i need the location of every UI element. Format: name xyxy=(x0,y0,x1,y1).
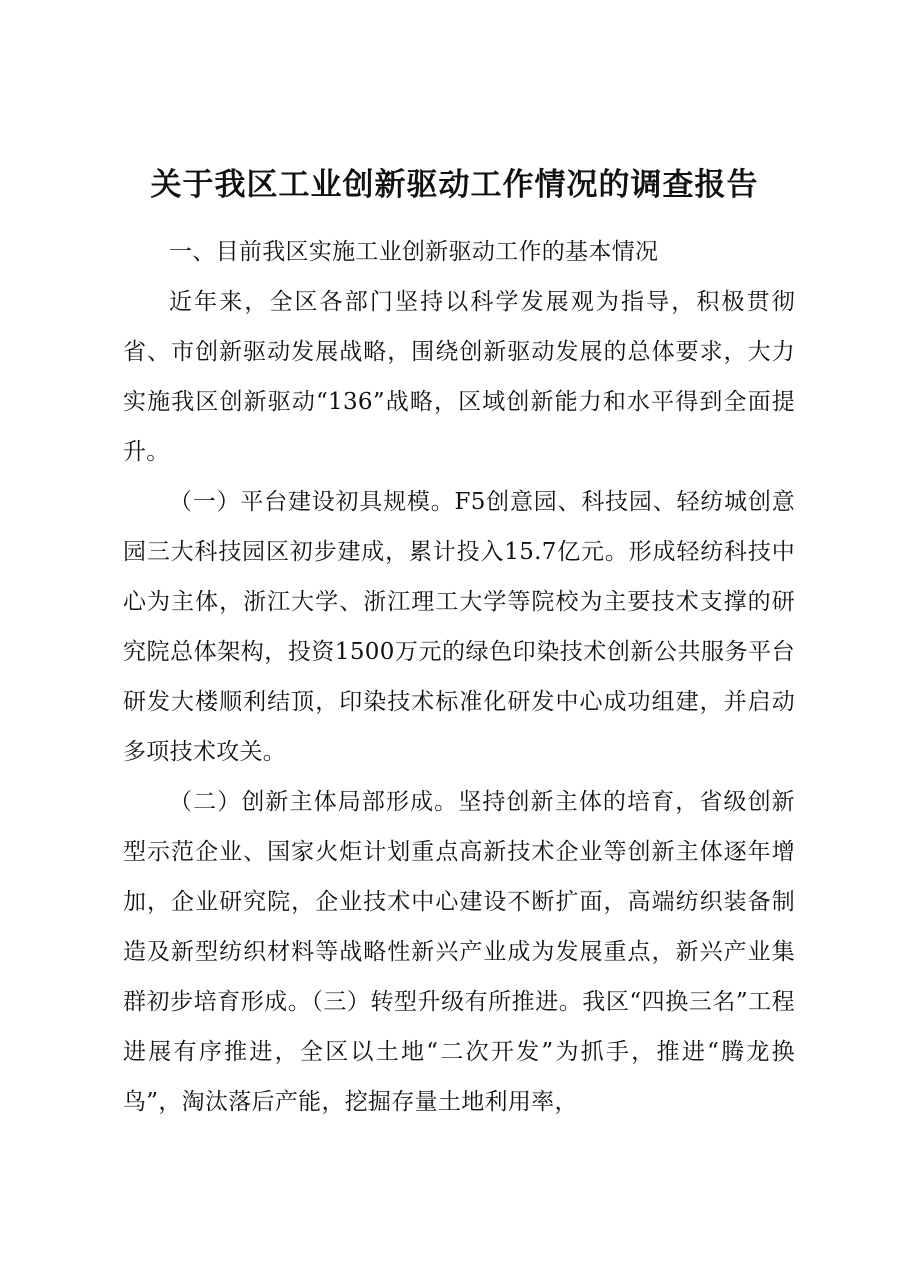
document-title: 关于我区工业创新驱动工作情况的调查报告 xyxy=(150,167,759,203)
document-body xyxy=(123,227,795,1127)
paragraph-innovation-subject: （二）创新主体局部形成。坚持创新主体的培育，省级创新型示范企业、国家火炬计划重点高新技术企业等创新主体逐年增加，企业研究院，企业技术中心建设不断扩面，高端纺织装备制造及新型纺织材料等战略性新兴产业成为发展重点，新兴产业集群初步培育形成。（三）转型升级有所推进。我区“四换三名”工程进展有序推进，全区以土地“二次开发”为抓手，推进“腾龙换鸟”，淘汰落后产能，挖掘存量土地利用率， xyxy=(123,789,795,1115)
paragraph-platform: （一）平台建设初具规模。F5创意园、科技园、轻纺城创意园三大科技园区初步建成，累计投入15.7亿元。形成轻纺科技中心为主体，浙江大学、浙江理工大学等院校为主要技术支撑的研究院总体架构，投资1500万元的绿色印染技术创新公共服务平台研发大楼顺利结顶，印染技术标准化研发中心成功组建，并启动多项技术攻关。 xyxy=(123,489,795,765)
paragraph-intro: 近年来，全区各部门坚持以科学发展观为指导，积极贯彻省、市创新驱动发展战略，围绕创新驱动发展的总体要求，大力实施我区创新驱动“136”战略，区域创新能力和水平得到全面提升。 xyxy=(123,289,795,465)
section-heading: 一、目前我区实施工业创新驱动工作的基本情况 xyxy=(169,239,659,265)
